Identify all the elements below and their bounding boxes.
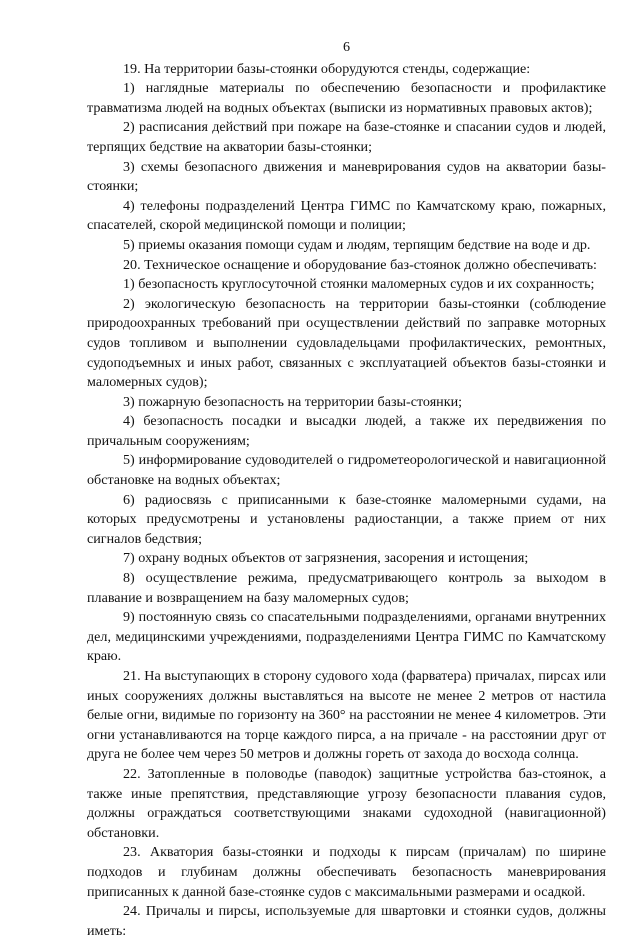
list-item-20-5: 5) информирование судоводителей о гидрометеорологической и навигационной обстановке на водных объектах; — [87, 452, 606, 489]
list-item-19-3: 3) схемы безопасного движения и маневрирования судов на акватории базы-стоянки; — [87, 158, 606, 195]
list-item-19-5: 5) приемы оказания помощи судам и людям, терпящим бедствие на воде и др. — [123, 236, 591, 253]
list-item-20-4: 4) безопасность посадки и высадки людей, а также их передвижения по причальным сооружениям; — [87, 413, 606, 449]
paragraph-23: 23. Акватория базы-стоянки и подходы к пирсам (причалам) по ширине подходов и глубинам должны обеспечивать безопасность маневрирования приписанных к данной базе-стоянке судов с максимальными размерами и осадкой. — [87, 844, 606, 900]
list-item-20-3: 3) пожарную безопасность на территории базы-стоянки; — [123, 393, 463, 410]
paragraph-24: 24. Причалы и пирсы, используемые для швартовки и стоянки судов, должны иметь: — [87, 903, 606, 939]
paragraph-19: 19. На территории базы-стоянки оборудуются стенды, содержащие: — [123, 60, 531, 77]
paragraph-21: 21. На выступающих в сторону судового хода (фарватера) причалах, пирсах или иных сооружениях должны выставляться на высоте не менее 2 метров от настила белые огни, видимые по горизонту на 360° на расстоянии не менее 4 километров. Эти огни устанавливаются на торце каждого пирса, а на причале - на расстоянии друг от друга не более чем через 50 метров и должны гореть от захода до восхода солнца. — [87, 668, 606, 763]
document-body — [87, 60, 606, 941]
list-item-20-7: 7) охрану водных объектов от загрязнения, засорения и истощения; — [123, 550, 529, 567]
paragraph-22: 22. Затопленные в половодье (паводок) защитные устройства баз-стоянок, а также иные препятствия, представляющие угрозу безопасности плавания судов, должны ограждаться соответствующими знаками судоходной (навигационной) обстановки. — [87, 765, 606, 841]
paragraph-20: 20. Техническое оснащение и оборудование баз-стоянок должно обеспечивать: — [123, 256, 597, 273]
list-item-20-9: 9) постоянную связь со спасательными подразделениями, органами внутренних дел, медицинскими учреждениями, подразделениями Центра ГИМС по Камчатскому краю. — [87, 609, 606, 665]
list-item-20-6: 6) радиосвязь с приписанными к базе-стоянке маломерными судами, на которых предусмотрены и установлены радиостанции, а также прием от них сигналов бедствия; — [87, 491, 606, 547]
list-item-20-1: 1) безопасность круглосуточной стоянки маломерных судов и их сохранность; — [123, 276, 595, 293]
list-item-19-2: 2) расписания действий при пожаре на базе-стоянке и спасании судов и людей, терпящих бедствие на акватории базы-стоянки; — [87, 119, 606, 155]
list-item-19-4: 4) телефоны подразделений Центра ГИМС по Камчатскому краю, пожарных, спасателей, скорой медицинской помощи и полиции; — [87, 197, 606, 234]
page-number: 6 — [342, 39, 351, 55]
list-item-20-2: 2) экологическую безопасность на территории базы-стоянки (соблюдение природоохранных требований при осуществлении действий по заправке моторных судов топливом и выполнении судовладельцами профилактических, ремонтных, судоподъемных и иных работ, связанных с эксплуатацией объектов базы-стоянки и маломерных судов); — [87, 295, 606, 391]
list-item-20-8: 8) осуществление режима, предусматривающего контроль за выходом в плавание и возвращением на базу маломерных судов; — [87, 570, 606, 606]
list-item-19-1: 1) наглядные материалы по обеспечению безопасности и профилактике травматизма людей на водных объектах (выписки из нормативных правовых актов); — [87, 80, 606, 116]
